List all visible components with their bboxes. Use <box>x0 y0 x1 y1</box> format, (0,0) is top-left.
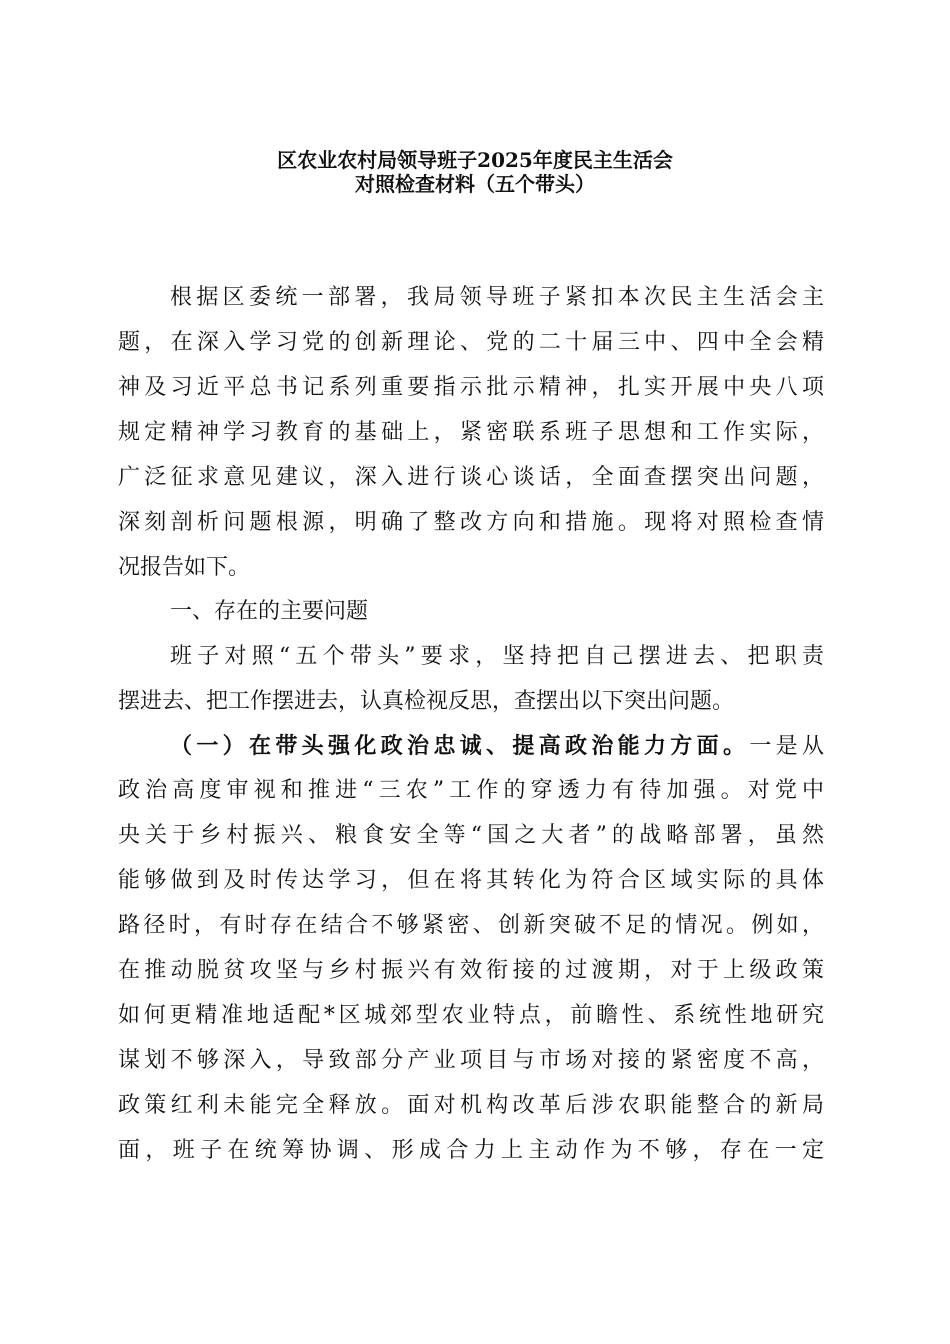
subsection-paragraph-line: 政治高度审视和推进“三农”工作的穿透力有待加强。对党中 <box>118 778 824 803</box>
subsection-paragraph-line: 央关于乡村振兴、粮食安全等“国之大者”的战略部署，虽然 <box>118 823 824 848</box>
subsection-paragraph-line: 能够做到及时传达学习，但在将其转化为符合区域实际的具体 <box>118 868 824 893</box>
subsection-paragraph-line: 路径时，有时存在结合不够紧密、创新突破不足的情况。例如， <box>118 913 824 938</box>
subsection-heading: （一）在带头强化政治忠诚、提高政治能力方面。 <box>170 734 750 759</box>
section-intro-line: 班子对照“五个带头”要求，坚持把自己摆进去、把职责 <box>170 644 824 669</box>
section-heading: 一、存在的主要问题 <box>170 599 369 624</box>
intro-paragraph-line: 广泛征求意见建议，深入进行谈心谈话，全面查摆突出问题， <box>118 465 824 490</box>
subsection-paragraph-line: 面，班子在统筹协调、形成合力上主动作为不够，存在一定 <box>118 1138 824 1163</box>
document-title-line-1: 区农业农村局领导班子2025年度民主生活会 <box>277 148 673 172</box>
intro-paragraph-line: 根据区委统一部署，我局领导班子紧扣本次民主生活会主 <box>170 285 824 310</box>
subsection-paragraph-line: 如何更精准地适配*区城郊型农业特点，前瞻性、系统性地研究 <box>118 1003 824 1028</box>
intro-paragraph-line: 深刻剖析问题根源，明确了整改方向和措施。现将对照检查情 <box>118 510 824 535</box>
subsection-paragraph-line: 在推动脱贫攻坚与乡村振兴有效衔接的过渡期，对于上级政策 <box>118 958 824 983</box>
subsection-first-line-tail: 一是从 <box>749 734 824 759</box>
subsection-paragraph-line: 政策红利未能完全释放。面对机构改革后涉农职能整合的新局 <box>118 1093 824 1118</box>
document-title-line-2: 对照检查材料（五个带头） <box>355 172 595 196</box>
intro-paragraph-line: 神及习近平总书记系列重要指示批示精神，扎实开展中央八项 <box>118 375 824 400</box>
intro-paragraph-line: 规定精神学习教育的基础上，紧密联系班子思想和工作实际， <box>118 420 824 445</box>
intro-paragraph-line: 况报告如下。 <box>118 555 251 580</box>
subsection-paragraph-line: 谋划不够深入，导致部分产业项目与市场对接的紧密度不高， <box>118 1048 824 1073</box>
section-intro-line: 摆进去、把工作摆进去，认真检视反思，查摆出以下突出问题。 <box>118 689 735 714</box>
intro-paragraph-line: 题，在深入学习党的创新理论、党的二十届三中、四中全会精 <box>118 330 824 355</box>
subsection-first-line <box>170 725 824 769</box>
